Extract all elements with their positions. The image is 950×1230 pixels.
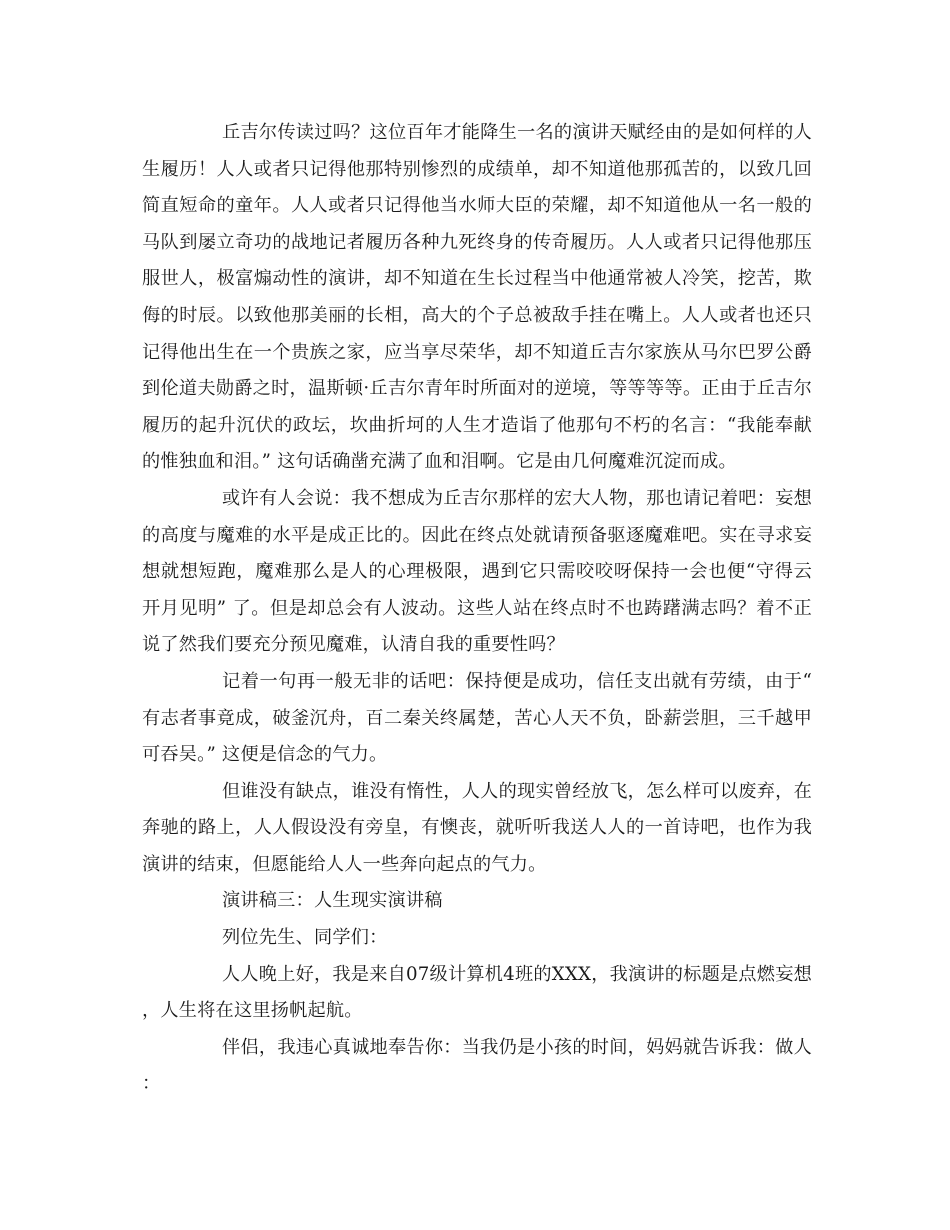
paragraph-dream-hardship: 或许有人会说：我不想成为丘吉尔那样的宏大人物，那也请记着吧：妄想的高度与魔难的水平是成正比的。因此在终点处就请预备驱逐魔难吧。实在寻求妄想就想短跑，魔难那么是人的心理极限，遇到它只需咬咬呀保持一会也便“守得云开月见明” 了。但是却总会有人波动。这些人站在终点时不也踌躇满志吗？着不正说了然我们要充分预见魔难，认清自我的重要性吗？: [142, 487, 812, 656]
paragraph-churchill: 丘吉尔传读过吗？这位百年才能降生一名的演讲天赋经由的是如何样的人生履历！人人或者只记得他那特别惨烈的成绩单，却不知道他那孤苦的，以致几回简直短命的童年。人人或者只记得他当水师大臣的荣耀，却不知道他从一名一般的马队到屡立奇功的战地记者履历各种九死终身的传奇履历。人人或者只记得他那压服世人，极富煽动性的演讲，却不知道在生长过程当中他通常被人冷笑，挖苦，欺侮的时辰。以致他那美丽的长相，高大的个子总被敌手挂在嘴上。人人或者也还只记得他出生在一个贵族之家，应当享尽荣华，却不知道丘吉尔家族从马尔巴罗公爵到伦道夫勋爵之时，温斯顿·丘吉尔青年时所面对的逆境，等等等等。正由于丘吉尔履历的起升沉伏的政坛，坎曲折坷的人生才造诣了他那句不朽的名言：“我能奉献的惟独血和泪。” 这句话确凿充满了血和泪啊。它是由几何魔难沉淀而成。: [142, 122, 812, 473]
paragraph-conclusion: 但谁没有缺点，谁没有惰性，人人的现实曾经放飞，怎么样可以废弃，在奔驰的路上，人人假设没有旁皇，有懊丧，就听听我送人人的一首诗吧，也作为我演讲的结束，但愿能给人人一些奔向起点的气力。: [142, 780, 812, 875]
paragraph-greeting: 人人晚上好，我是来自07级计算机4班的XXX，我演讲的标题是点燃妄想，人生将在这里扬帆起航。: [142, 963, 812, 1022]
salutation: 列位先生、同学们：: [222, 927, 388, 949]
paragraph-friend: 伴侣，我违心真诚地奉告你：当我仍是小孩的时间，妈妈就告诉我：做人：: [142, 1036, 812, 1095]
section-heading: 演讲稿三：人生现实演讲稿: [222, 890, 443, 912]
document-body: [142, 115, 812, 1103]
paragraph-persistence: 记着一句再一般无非的话吧：保持便是成功，信任支出就有劳绩，由于“有志者事竟成，破釜沉舟，百二秦关终属楚，苦心人天不负，卧薪尝胆，三千越甲可吞吴。” 这便是信念的气力。: [142, 670, 812, 766]
